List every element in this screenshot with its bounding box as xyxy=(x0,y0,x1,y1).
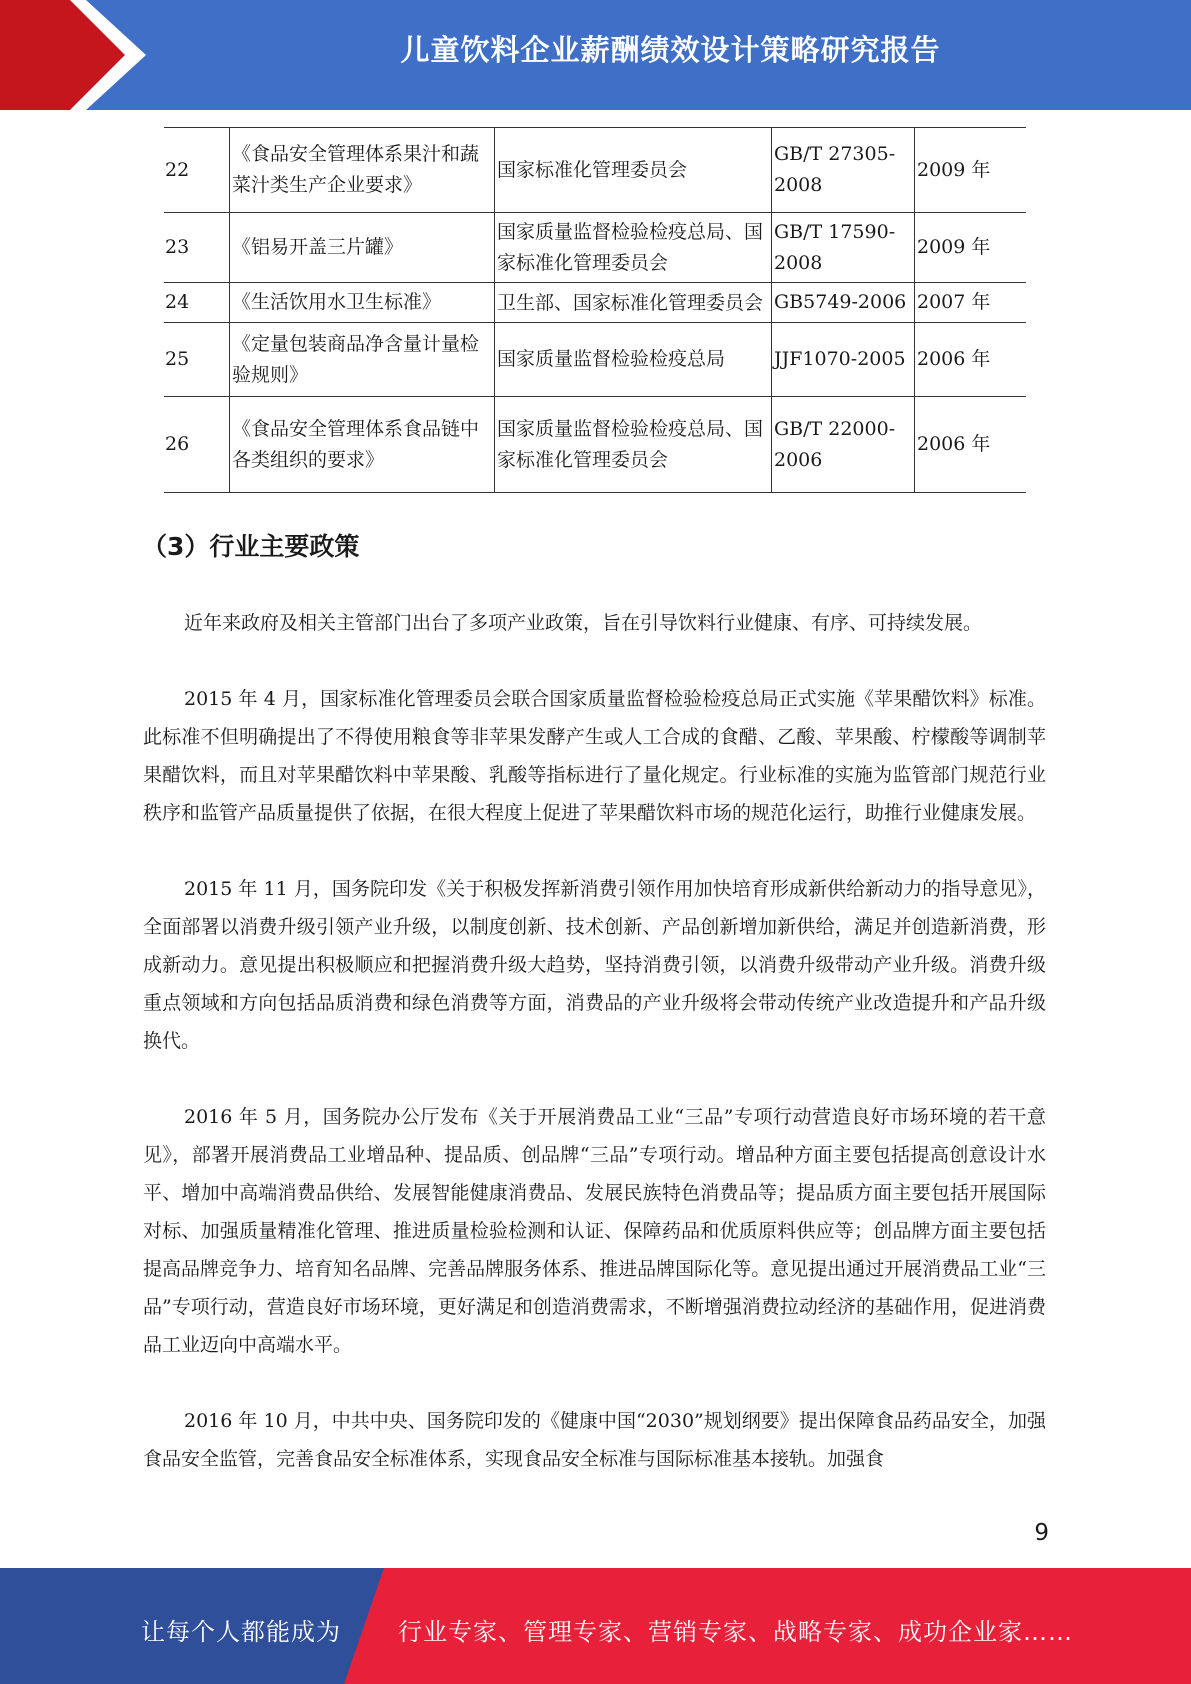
table-row xyxy=(164,283,1026,323)
row-number: 24 xyxy=(164,283,230,323)
issuing-organization: 国家质量监督检验检疫总局、国家标准化管理委员会 xyxy=(495,397,772,493)
row-number: 25 xyxy=(164,323,230,397)
implementation-year: 2007 年 xyxy=(915,283,1027,323)
paragraph: 2016 年 10 月，中共中央、国务院印发的《健康中国“2030”规划纲要》提出保障食品药品安全，加强食品安全监管，完善食品安全标准体系，实现食品安全标准与国际标准基本接轨。加强食 xyxy=(143,1410,1046,1470)
table-row xyxy=(164,397,1026,493)
page-footer xyxy=(0,1568,1191,1684)
standard-name: 《食品安全管理体系食品链中各类组织的要求》 xyxy=(230,397,495,493)
paragraph: 2015 年 4 月，国家标准化管理委员会联合国家质量监督检验检疫总局正式实施《苹果醋饮料》标准。此标准不但明确提出了不得使用粮食等非苹果发酵产生或人工合成的食醋、乙酸、苹果酸、柠檬酸等调制苹果醋饮料，而且对苹果醋饮料中苹果酸、乳酸等指标进行了量化规定。行业标准的实施为监管部门规范行业秩序和监管产品质量提供了依据，在很大程度上促进了苹果醋饮料市场的规范化运行，助推行业健康发展。 xyxy=(143,688,1046,824)
footer-slogan-right: 行业专家、管理专家、营销专家、战略专家、成功企业家…… xyxy=(398,1618,1073,1646)
issuing-organization: 国家质量监督检验检疫总局、国家标准化管理委员会 xyxy=(495,213,772,283)
page-header xyxy=(0,0,1191,110)
table-row xyxy=(164,323,1026,397)
paragraph: 近年来政府及相关主管部门出台了多项产业政策，旨在引导饮料行业健康、有序、可持续发展。 xyxy=(184,612,983,634)
standard-name: 《生活饮用水卫生标准》 xyxy=(230,283,495,323)
report-title: 儿童饮料企业薪酬绩效设计策略研究报告 xyxy=(400,33,941,67)
paragraph: 2016 年 5 月，国务院办公厅发布《关于开展消费品工业“三品”专项行动营造良好市场环境的若干意见》，部署开展消费品工业增品种、提品质、创品牌“三品”专项行动。增品种方面主要包括提高创意设计水平、增加中高端消费品供给、发展智能健康消费品、发展民族特色消费品等；提品质方面主要包括开展国际对标、加强质量精准化管理、推进质量检验检测和认证、保障药品和优质原料供应等；创品牌方面主要包括提高品牌竞争力、培育知名品牌、完善品牌服务体系、推进品牌国际化等。意见提出通过开展消费品工业“三品”专项行动，营造良好市场环境，更好满足和创造消费需求，不断增强消费拉动经济的基础作用，促进消费品工业迈向中高端水平。 xyxy=(143,1106,1046,1356)
standard-code: GB/T 27305-2008 xyxy=(772,128,915,213)
row-number: 26 xyxy=(164,397,230,493)
implementation-year: 2006 年 xyxy=(915,323,1027,397)
section-heading: （3）行业主要政策 xyxy=(142,532,360,561)
issuing-organization: 国家质量监督检验检疫总局 xyxy=(495,323,772,397)
standard-name: 《定量包装商品净含量计量检验规则》 xyxy=(230,323,495,397)
implementation-year: 2006 年 xyxy=(915,397,1027,493)
table-row xyxy=(164,128,1026,213)
standard-code: GB/T 22000-2006 xyxy=(772,397,915,493)
issuing-organization: 卫生部、国家标准化管理委员会 xyxy=(495,283,772,323)
row-number: 23 xyxy=(164,213,230,283)
implementation-year: 2009 年 xyxy=(915,128,1027,213)
standard-name: 《铝易开盖三片罐》 xyxy=(230,213,495,283)
row-number: 22 xyxy=(164,128,230,213)
standard-code: GB5749-2006 xyxy=(772,283,915,323)
footer-slogan-left: 让每个人都能成为 xyxy=(141,1618,341,1646)
standard-code: JJF1070-2005 xyxy=(772,323,915,397)
section-body xyxy=(143,604,1046,1516)
implementation-year: 2009 年 xyxy=(915,213,1027,283)
issuing-organization: 国家标准化管理委员会 xyxy=(495,128,772,213)
page-number: 9 xyxy=(1034,1520,1049,1546)
standards-table xyxy=(164,127,1026,493)
table-row xyxy=(164,213,1026,283)
standard-code: GB/T 17590-2008 xyxy=(772,213,915,283)
standard-name: 《食品安全管理体系果汁和蔬菜汁类生产企业要求》 xyxy=(230,128,495,213)
paragraph: 2015 年 11 月，国务院印发《关于积极发挥新消费引领作用加快培育形成新供给新动力的指导意见》，全面部署以消费升级引领产业升级，以制度创新、技术创新、产品创新增加新供给，满足并创造新消费，形成新动力。意见提出积极顺应和把握消费升级大趋势，坚持消费引领，以消费升级带动产业升级。消费升级重点领域和方向包括品质消费和绿色消费等方面，消费品的产业升级将会带动传统产业改造提升和产品升级换代。 xyxy=(143,878,1046,1052)
